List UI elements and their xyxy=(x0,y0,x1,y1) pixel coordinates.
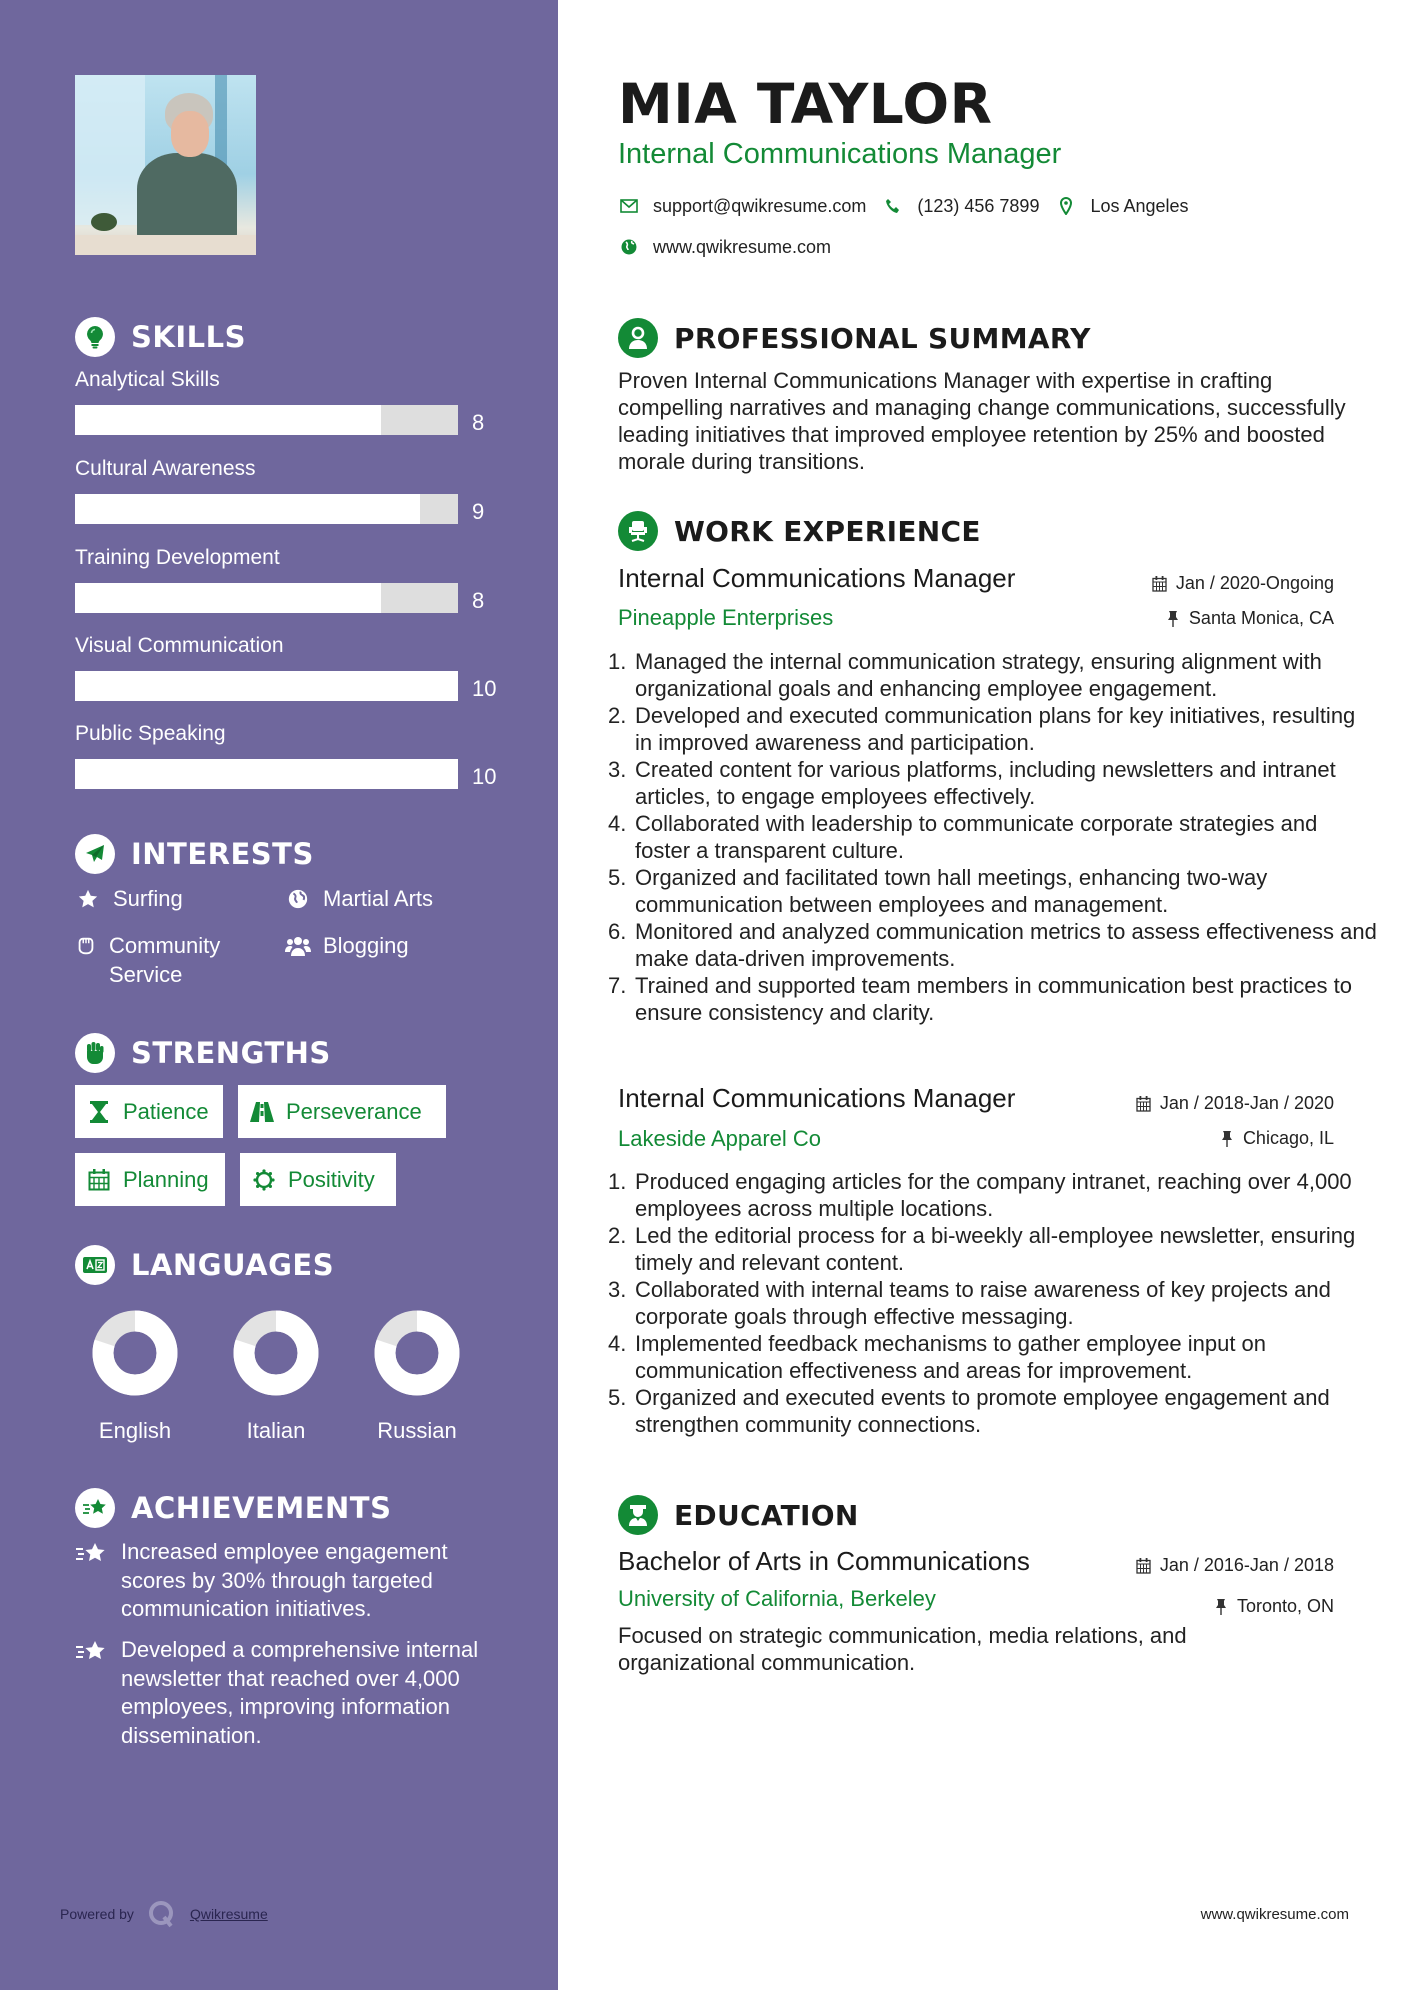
contact-location: Los Angeles xyxy=(1055,195,1188,217)
job-dates: Jan / 2020-Ongoing xyxy=(1152,573,1334,594)
list-item: 1. Produced engaging articles for the company intranet, reaching over 4,000 employees across multiple locations. xyxy=(608,1169,1352,1221)
languages-title: LANGUAGES xyxy=(131,1248,335,1282)
globe-icon xyxy=(618,236,640,258)
language-item xyxy=(80,1310,190,1444)
contact-row xyxy=(618,195,1205,217)
qwikresume-logo-icon xyxy=(148,1900,176,1928)
education-heading xyxy=(618,1495,859,1535)
globe-icon xyxy=(285,884,311,913)
profile-photo xyxy=(75,75,256,255)
qwikresume-link[interactable]: Qwikresume xyxy=(189,1906,268,1922)
strengths-heading xyxy=(75,1033,331,1073)
candidate-title: Internal Communications Manager xyxy=(618,138,1062,170)
pushpin-icon xyxy=(1219,1130,1235,1148)
paper-plane-icon xyxy=(75,834,115,874)
strength-tag xyxy=(240,1153,396,1206)
language-donut xyxy=(92,1310,178,1396)
interests-heading xyxy=(75,834,314,874)
list-item: 4. Collaborated with leadership to communicate corporate strategies and foster a transparent culture. xyxy=(608,811,1318,863)
powered-by xyxy=(60,1900,268,1928)
summary-text: Proven Internal Communications Manager with expertise in crafting compelling narratives and managing change communications, successfully leading initiatives that improved employee retention by 25% and boosted morale during transitions. xyxy=(618,368,1346,474)
road-icon xyxy=(250,1100,274,1124)
job-responsibilities xyxy=(608,1168,1378,1438)
skill-bar xyxy=(75,494,458,524)
language-donut xyxy=(233,1310,319,1396)
map-pin-icon xyxy=(1055,195,1077,217)
lightbulb-icon xyxy=(75,317,115,357)
job-company: Lakeside Apparel Co xyxy=(618,1126,822,1151)
skill-label: Visual Communication xyxy=(75,634,284,657)
job-company: Pineapple Enterprises xyxy=(618,605,834,630)
powered-by-label: Powered by xyxy=(60,1906,134,1922)
list-item: 5. Organized and executed events to promote employee engagement and strengthen community connections. xyxy=(608,1385,1330,1437)
skill-label: Public Speaking xyxy=(75,722,226,745)
list-item: 3. Created content for various platforms, including newsletters and intranet articles, to engage employees effectively. xyxy=(608,757,1336,809)
list-item: 3. Collaborated with internal teams to raise awareness of key projects and corporate goals through effective messaging. xyxy=(608,1277,1331,1329)
shooting-star-icon xyxy=(75,1636,109,1750)
skill-bar xyxy=(75,671,458,701)
list-item: 2. Led the editorial process for a bi-weekly all-employee newsletter, ensuring timely and relevant content. xyxy=(608,1223,1356,1275)
skill-label: Cultural Awareness xyxy=(75,457,256,480)
interest-label: Martial Arts xyxy=(323,886,434,911)
job-location: Chicago, IL xyxy=(1219,1128,1334,1149)
skill-value: 8 xyxy=(472,410,485,435)
interest-label: Community Service xyxy=(109,933,221,987)
job-location: Santa Monica, CA xyxy=(1165,608,1334,629)
phone-icon xyxy=(882,195,904,217)
list-item: 4. Implemented feedback mechanisms to gather employee input on communication effectiveness and areas for improvement. xyxy=(608,1331,1267,1383)
strength-tag xyxy=(75,1153,225,1206)
list-item: 5. Organized and facilitated town hall meetings, enhancing two-way communication between employees and management. xyxy=(608,865,1268,917)
list-item: 2. Developed and executed communication plans for key initiatives, resulting in improved awareness and participation. xyxy=(608,703,1356,755)
experience-title: WORK EXPERIENCE xyxy=(674,514,981,548)
skill-label: Training Development xyxy=(75,546,280,569)
calendar-icon xyxy=(1152,575,1168,593)
contact-email[interactable]: support@qwikresume.com xyxy=(618,195,866,217)
skills-title: SKILLS xyxy=(131,320,246,354)
strength-label: Positivity xyxy=(288,1166,375,1192)
skill-value: 9 xyxy=(472,499,485,524)
envelope-icon xyxy=(618,195,640,217)
degree-title: Bachelor of Arts in Communications xyxy=(618,1546,1030,1576)
pushpin-icon xyxy=(1165,610,1181,628)
language-donut xyxy=(374,1310,460,1396)
education-dates: Jan / 2016-Jan / 2018 xyxy=(1136,1555,1334,1576)
skills-heading xyxy=(75,317,246,357)
calendar-icon xyxy=(87,1168,111,1192)
summary-title: PROFESSIONAL SUMMARY xyxy=(674,321,1091,355)
contact-website[interactable]: www.qwikresume.com xyxy=(618,236,831,258)
skill-value: 10 xyxy=(472,764,497,789)
summary-heading xyxy=(618,318,1091,358)
list-item: 6. Monitored and analyzed communication metrics to assess effectiveness and make data-driven improvements. xyxy=(608,919,1377,971)
skill-value: 8 xyxy=(472,588,485,613)
users-icon xyxy=(285,931,311,960)
interest-label: Blogging xyxy=(323,933,409,958)
language-item xyxy=(362,1310,472,1444)
job-responsibilities xyxy=(608,648,1378,1026)
strength-label: Perseverance xyxy=(286,1098,422,1124)
interest-item xyxy=(285,931,409,960)
contact-phone[interactable]: (123) 456 7899 xyxy=(882,195,1039,217)
skill-label: Analytical Skills xyxy=(75,368,220,391)
achievement-text: Developed a comprehensive internal newsletter that reached over 4,000 employees, improving information dissemination. xyxy=(121,1637,479,1748)
education-title: EDUCATION xyxy=(674,1498,859,1532)
interests-title: INTERESTS xyxy=(131,837,314,871)
achievement-item xyxy=(75,1636,495,1750)
interest-label: Surfing xyxy=(113,886,183,911)
strength-tag xyxy=(238,1085,446,1138)
skill-bar xyxy=(75,405,458,435)
shooting-star-icon xyxy=(75,1488,115,1528)
language-item xyxy=(221,1310,331,1444)
graduate-icon xyxy=(618,1495,658,1535)
sun-icon xyxy=(252,1168,276,1192)
shooting-star-icon xyxy=(75,1538,109,1624)
star-icon xyxy=(75,884,101,913)
language-label: Russian xyxy=(377,1418,457,1443)
education-description: Focused on strategic communication, media relations, and organizational communication. xyxy=(618,1623,1187,1675)
footer-website-link[interactable]: www.qwikresume.com xyxy=(1200,1906,1349,1923)
skill-bar xyxy=(75,759,458,789)
strength-label: Patience xyxy=(123,1098,209,1124)
job-dates: Jan / 2018-Jan / 2020 xyxy=(1136,1093,1334,1114)
calendar-icon xyxy=(1136,1095,1152,1113)
language-label: English xyxy=(98,1418,172,1443)
strengths-title: STRENGTHS xyxy=(131,1036,331,1070)
list-item: 7. Trained and supported team members in communication best practices to ensure consistency and clarity. xyxy=(608,973,1352,1025)
hand-icon xyxy=(75,931,97,960)
job-title: Internal Communications Manager xyxy=(618,563,1016,593)
skill-value: 10 xyxy=(472,676,497,701)
achievement-item xyxy=(75,1538,495,1624)
experience-heading xyxy=(618,511,981,551)
user-icon xyxy=(618,318,658,358)
interest-item xyxy=(75,884,183,913)
fist-icon xyxy=(75,1033,115,1073)
calendar-icon xyxy=(1136,1557,1152,1575)
sidebar xyxy=(0,0,558,1990)
education-location: Toronto, ON xyxy=(1213,1596,1334,1617)
school-name: University of California, Berkeley xyxy=(618,1586,936,1611)
hourglass-icon xyxy=(87,1100,111,1124)
strength-label: Planning xyxy=(123,1166,209,1192)
interest-item xyxy=(285,884,433,913)
job-title: Internal Communications Manager xyxy=(618,1083,1016,1113)
main-content xyxy=(558,0,1407,1990)
language-icon xyxy=(75,1245,115,1285)
achievements-heading xyxy=(75,1488,391,1528)
candidate-name: MIA TAYLOR xyxy=(618,72,993,136)
list-item: 1. Managed the internal communication strategy, ensuring alignment with organizational goals and enhancing employee engagement. xyxy=(608,649,1322,701)
skill-bar xyxy=(75,583,458,613)
languages-heading xyxy=(75,1245,334,1285)
language-label: Italian xyxy=(246,1418,306,1443)
interest-item xyxy=(75,931,265,989)
strength-tag xyxy=(75,1085,223,1138)
achievements-title: ACHIEVEMENTS xyxy=(131,1491,392,1525)
achievement-text: Increased employee engagement scores by 30% through targeted communication initiatives. xyxy=(121,1539,448,1621)
pushpin-icon xyxy=(1213,1598,1229,1616)
office-chair-icon xyxy=(618,511,658,551)
